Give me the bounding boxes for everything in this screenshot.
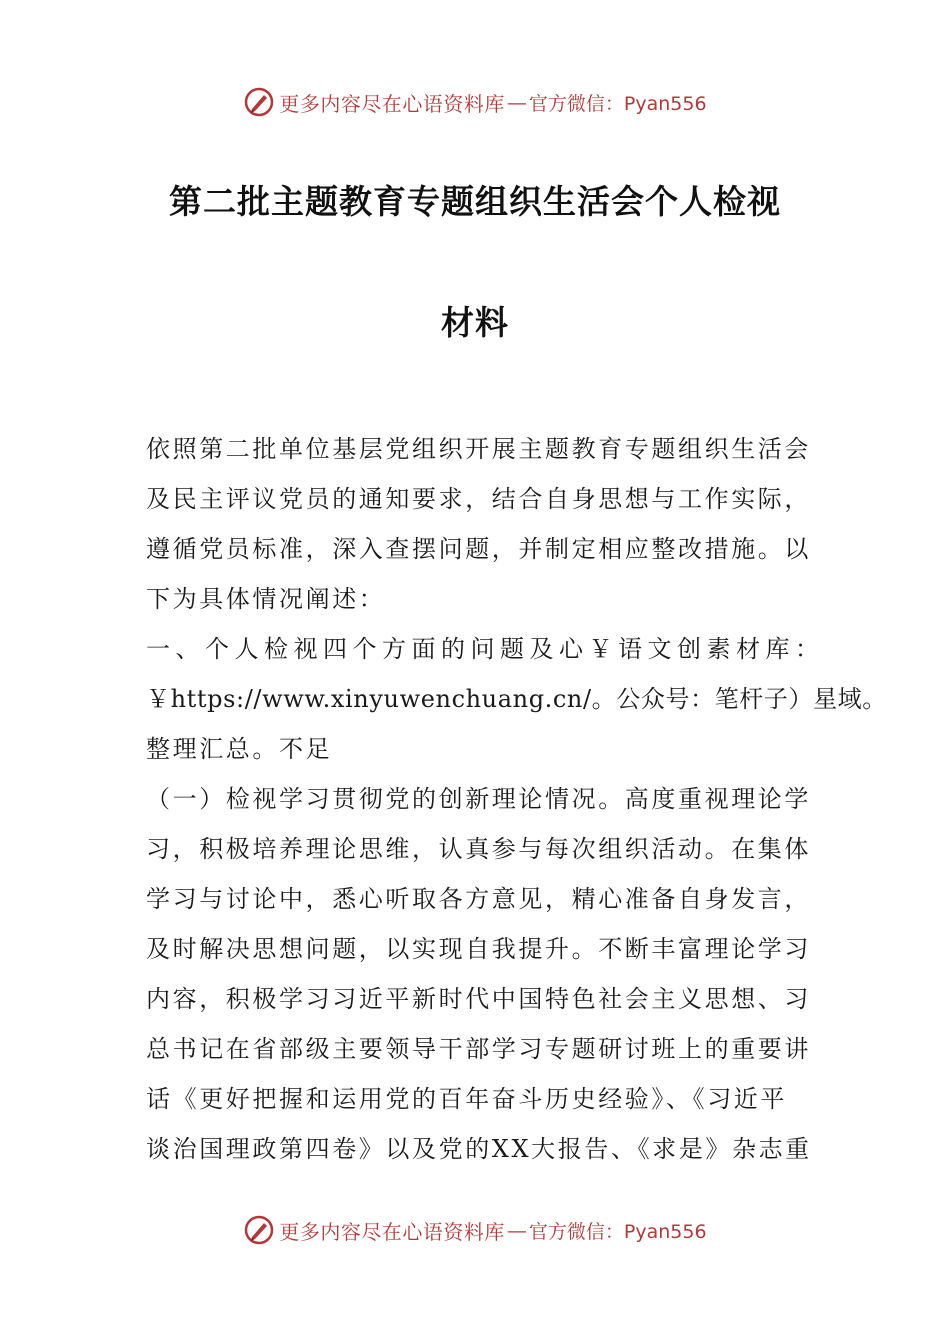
body-line: 习，积极培养理论思维，认真参与每次组织活动。在集体 <box>146 835 811 863</box>
body-line: 话《更好把握和运用党的百年奋斗历史经验》、《习近平 <box>146 1085 787 1113</box>
document-body <box>146 424 887 1174</box>
body-line: 总书记在省部级主要领导干部学习专题研讨班上的重要讲 <box>146 1035 811 1063</box>
banner-wechat: 官方微信：Pyan556 <box>528 1220 707 1243</box>
pen-logo-icon <box>243 1214 275 1246</box>
body-line: 及民主评议党员的通知要求，结合自身思想与工作实际， <box>146 485 811 513</box>
body-line: 及时解决思想问题，以实现自我提升。不断丰富理论学习 <box>146 935 811 963</box>
body-line: 一、个人检视四个方面的问题及心￥语文创素材库： <box>146 635 825 663</box>
body-line: 整理汇总。不足 <box>146 735 333 763</box>
body-line: 内容，积极学习习近平新时代中国特色社会主义思想、习 <box>146 985 811 1013</box>
banner-separator: — <box>506 90 527 114</box>
banner-text: 更多内容尽在心语资料库 <box>279 1219 505 1244</box>
document-title-line-1: 第二批主题教育专题组织生活会个人检视 <box>169 182 781 221</box>
body-line: 遵循党员标准，深入查摆问题，并制定相应整改措施。以 <box>146 535 811 563</box>
body-line: 依照第二批单位基层党组织开展主题教育专题组织生活会 <box>146 435 811 463</box>
banner-separator: — <box>506 1218 527 1242</box>
banner-text: 更多内容尽在心语资料库 <box>279 91 505 116</box>
body-line: （一）检视学习贯彻党的创新理论情况。高度重视理论学 <box>146 785 811 813</box>
header-banner <box>0 82 950 122</box>
pen-logo-icon <box>243 86 275 118</box>
document-title-line-2: 材料 <box>441 303 509 342</box>
banner-wechat: 官方微信：Pyan556 <box>528 92 707 115</box>
footer-banner <box>0 1210 950 1250</box>
body-line-url: ￥https://www.xinyuwenchuang.cn/。公众号：笔杆子）星域。 <box>146 685 887 713</box>
body-line: 下为具体情况阐述： <box>146 585 386 613</box>
body-line: 谈治国理政第四卷》以及党的XX大报告、《求是》杂志重 <box>146 1135 812 1163</box>
body-line: 学习与讨论中，悉心听取各方意见，精心准备自身发言， <box>146 885 811 913</box>
